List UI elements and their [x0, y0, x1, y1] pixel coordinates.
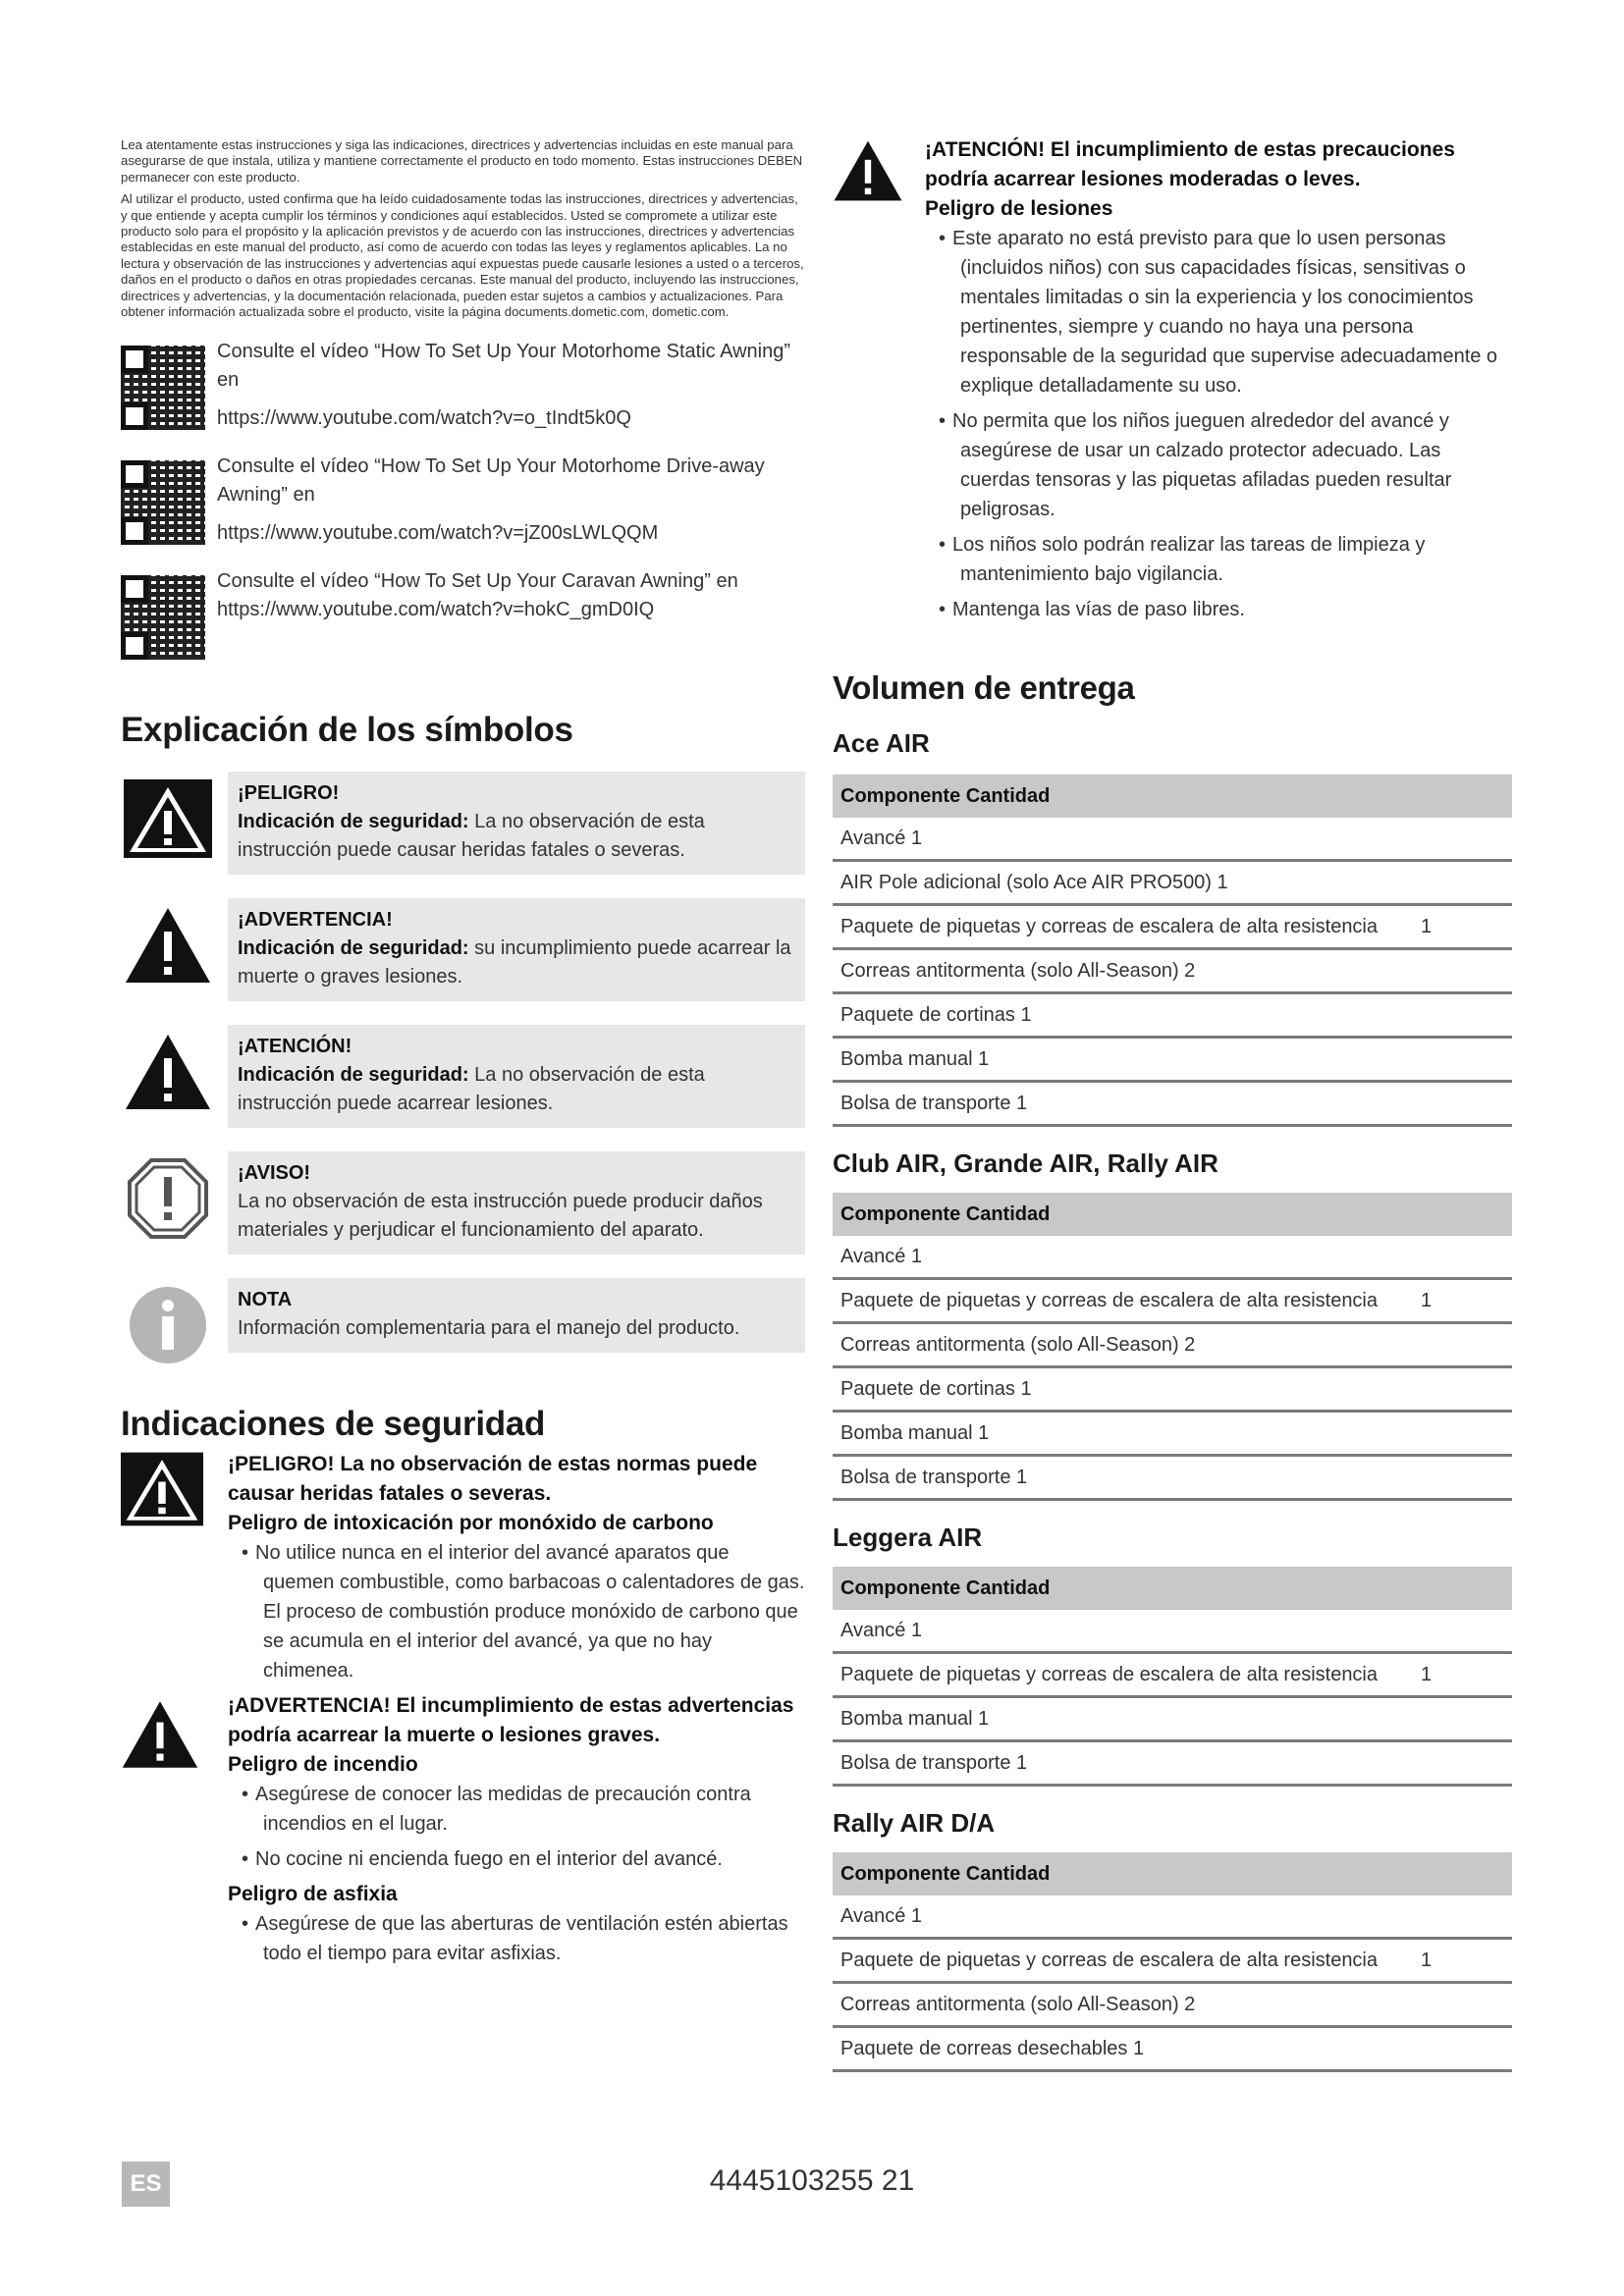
list-item: • Los niños solo podrán realizar las tareas de limpieza y mantenimiento bajo vigilancia. — [925, 530, 1512, 589]
video-list — [121, 338, 805, 660]
table-row — [833, 1412, 1512, 1456]
qty-cell — [1421, 1456, 1512, 1500]
safety-heading: Indicaciones de seguridad — [121, 1405, 546, 1444]
symbol-notice — [121, 1151, 805, 1255]
video-item — [121, 338, 805, 433]
symbol-title: ¡PELIGRO! — [238, 782, 340, 805]
table-header: Componente Cantidad — [833, 1567, 1512, 1610]
safety-subheading: Peligro de asfixia — [228, 1883, 398, 1906]
list-item: • No cocine ni encienda fuego en el interior del avancé. — [228, 1844, 805, 1874]
component-cell: Paquete de piquetas y correas de escalera de alta resistencia — [833, 1939, 1421, 1983]
safety-header: ¡ATENCIÓN! El incumplimiento de estas precauciones podría acarrear lesiones moderadas o leves. — [925, 138, 1455, 190]
component-cell: Bomba manual 1 — [833, 1697, 1421, 1741]
qty-cell — [1421, 1038, 1512, 1082]
list-item: • No permita que los niños jueguen alrededor del avancé y asegúrese de usar un calzado protector adecuado. Las cuerdas tensoras y las piquetas afiladas pueden resultar peligrosas. — [925, 406, 1512, 524]
safety-header: ¡ADVERTENCIA! El incumplimiento de estas advertencias podría acarrear la muerte o lesiones graves. — [228, 1694, 794, 1747]
table-row — [833, 1236, 1512, 1279]
qr-code-icon — [121, 575, 205, 660]
group-title: Rally AIR D/A — [833, 1808, 996, 1838]
group-title: Ace AIR — [833, 728, 930, 758]
warning-icon — [121, 898, 214, 991]
qty-cell — [1421, 1896, 1512, 1939]
table-row — [833, 1082, 1512, 1126]
parts-table — [833, 774, 1512, 1127]
component-cell: Paquete de piquetas y correas de escalera de alta resistencia — [833, 1653, 1421, 1697]
component-cell: Avancé 1 — [833, 1896, 1421, 1939]
delivery-heading: Volumen de entrega — [833, 669, 1135, 706]
table-row — [833, 1038, 1512, 1082]
symbol-danger — [121, 772, 805, 875]
symbol-text: La no observación de esta instrucción puede producir daños materiales y perjudicar el funcionamiento del aparato. — [238, 1191, 763, 1242]
component-cell: Avancé 1 — [833, 1236, 1421, 1279]
component-cell: Paquete de correas desechables 1 — [833, 2027, 1421, 2071]
component-cell: AIR Pole adicional (solo Ace AIR PRO500) 1 — [833, 861, 1421, 905]
safety-subheading: Peligro de intoxicación por monóxido de carbono — [228, 1512, 714, 1535]
qty-cell — [1421, 1983, 1512, 2027]
video-url[interactable]: https://www.youtube.com/watch?v=o_tIndt5k0Q — [217, 407, 631, 430]
video-text: Consulte el vídeo “How To Set Up Your Motorhome Static Awning” en — [217, 341, 791, 392]
safety-subheading: Peligro de lesiones — [925, 197, 1113, 220]
table-row — [833, 993, 1512, 1038]
component-cell: Correas antitormenta (solo All-Season) 2 — [833, 1983, 1421, 2027]
group-title: Club AIR, Grande AIR, Rally AIR — [833, 1148, 1218, 1178]
qty-cell: 1 — [1421, 1653, 1512, 1697]
qty-cell — [1421, 2027, 1512, 2071]
intro-paragraph-1: Lea atentamente estas instrucciones y siga las indicaciones, directrices y advertencias incluidas en este manual para asegurarse de que instala, utiliza y mantiene correctamente el producto en todo momento. Estas instrucciones DEBEN permanecer con este producto. — [121, 137, 803, 185]
video-text: Consulte el vídeo “How To Set Up Your Caravan Awning” en — [217, 570, 738, 593]
qty-cell: 1 — [1421, 905, 1512, 949]
component-cell: Avancé 1 — [833, 1610, 1421, 1653]
intro-paragraph-2: Al utilizar el producto, usted confirma que ha leído cuidadosamente todas las instrucciones, directrices y advertencias, y que entiende y acepta cumplir los términos y condiciones aquí establecidos. Usted se compromete a utilizar este producto solo para el propósito y la aplicación previstos y de acuerdo con las instrucciones, directrices y advertencias establecidas en este manual del producto, así como de acuerdo con todas las leyes y reglamentos aplicables. La no lectura y observación de las instrucciones y advertencias aquí expuestas puede causarle lesiones a usted o a terceros, daños en el producto o daños en otras propiedades cercanas. Este manual del producto, incluyendo las instrucciones, directrices y advertencias, y la documentación relacionada, pueden estar sujetos a cambios y actualizaciones. Para obtener información actualizada sobre el producto, visite la página documents.dometic.com, dometic.com. — [121, 191, 804, 320]
qty-cell: 1 — [1421, 1279, 1512, 1323]
symbol-warning — [121, 898, 805, 1001]
list-item: • Asegúrese de que las aberturas de ventilación estén abiertas todo el tiempo para evitar asfixias. — [228, 1909, 805, 1968]
info-icon — [121, 1278, 214, 1371]
symbols-heading: Explicación de los símbolos — [121, 711, 573, 750]
table-row — [833, 1323, 1512, 1367]
table-row — [833, 861, 1512, 905]
qty-cell — [1421, 1082, 1512, 1126]
table-row — [833, 905, 1512, 949]
table-row — [833, 1741, 1512, 1786]
qty-cell — [1421, 993, 1512, 1038]
table-row — [833, 1697, 1512, 1741]
list-item: • Este aparato no está previsto para que lo usen personas (incluidos niños) con sus capacidades físicas, sensitivas o mentales limitadas o sin la experiencia y los conocimientos pertinentes, siempre y cuando no haya una persona responsable de la seguridad que supervise adecuadamente o explique detalladamente su uso. — [925, 224, 1512, 400]
symbol-caution — [121, 1025, 805, 1128]
qty-cell — [1421, 1236, 1512, 1279]
parts-table — [833, 1852, 1512, 2072]
component-cell: Bolsa de transporte 1 — [833, 1741, 1421, 1786]
language-badge: ES — [122, 2162, 170, 2207]
table-header: Componente Cantidad — [833, 1852, 1512, 1896]
component-cell: Paquete de cortinas 1 — [833, 1367, 1421, 1412]
qty-cell — [1421, 949, 1512, 993]
table-row — [833, 1939, 1512, 1983]
table-row — [833, 1983, 1512, 2027]
component-cell: Paquete de piquetas y correas de escalera de alta resistencia — [833, 905, 1421, 949]
component-cell: Bomba manual 1 — [833, 1038, 1421, 1082]
component-cell: Paquete de cortinas 1 — [833, 993, 1421, 1038]
group-title: Leggera AIR — [833, 1522, 983, 1552]
video-url[interactable]: https://www.youtube.com/watch?v=jZ00sLWLQQM — [217, 522, 659, 545]
right-column — [833, 135, 1512, 2072]
safety-warning — [121, 1691, 805, 1974]
table-row — [833, 949, 1512, 993]
safety-danger — [121, 1450, 805, 1691]
symbol-label: Indicación de seguridad: — [238, 1064, 469, 1087]
symbol-title: NOTA — [238, 1289, 293, 1311]
symbol-text: La no observación de esta instrucción puede acarrear lesiones. — [238, 1064, 705, 1115]
component-cell: Paquete de piquetas y correas de escalera de alta resistencia — [833, 1279, 1421, 1323]
safety-subheading: Peligro de incendio — [228, 1753, 418, 1777]
intro-text — [121, 137, 805, 320]
video-url[interactable]: https://www.youtube.com/watch?v=hokC_gmD0IQ — [217, 599, 655, 621]
symbol-label: Indicación de seguridad: — [238, 811, 469, 833]
video-item — [121, 453, 805, 548]
qty-cell — [1421, 1323, 1512, 1367]
component-cell: Correas antitormenta (solo All-Season) 2 — [833, 1323, 1421, 1367]
safety-header: ¡PELIGRO! La no observación de estas normas puede causar heridas fatales o severas. — [228, 1453, 758, 1506]
video-text: Consulte el vídeo “How To Set Up Your Motorhome Drive-away Awning” en — [217, 455, 765, 507]
symbol-text: Información complementaria para el manejo del producto. — [238, 1317, 740, 1340]
component-cell: Bomba manual 1 — [833, 1412, 1421, 1456]
table-row — [833, 1610, 1512, 1653]
page-number: 4445103255 21 — [709, 2164, 915, 2197]
table-header: Componente Cantidad — [833, 1193, 1512, 1236]
qr-code-icon — [121, 346, 205, 430]
parts-table — [833, 1567, 1512, 1787]
list-item: • Mantenga las vías de paso libres. — [925, 595, 1512, 624]
table-row — [833, 1367, 1512, 1412]
caution-icon — [833, 135, 911, 211]
symbol-text: La no observación de esta instrucción puede causar heridas fatales o severas. — [238, 811, 705, 862]
component-cell: Avancé 1 — [833, 818, 1421, 861]
left-column — [121, 137, 805, 1974]
notice-octagon-icon — [121, 1151, 214, 1245]
qr-code-icon — [121, 460, 205, 545]
component-cell: Correas antitormenta (solo All-Season) 2 — [833, 949, 1421, 993]
table-row — [833, 1896, 1512, 1939]
list-item: • Asegúrese de conocer las medidas de precaución contra incendios en el lugar. — [228, 1780, 805, 1839]
parts-table — [833, 1193, 1512, 1501]
danger-icon — [121, 772, 214, 865]
qty-cell — [1421, 818, 1512, 861]
qty-cell — [1421, 1697, 1512, 1741]
qty-cell — [1421, 1741, 1512, 1786]
symbol-note — [121, 1278, 805, 1371]
qty-cell: 1 — [1421, 1939, 1512, 1983]
video-item — [121, 567, 805, 660]
qty-cell — [1421, 1610, 1512, 1653]
symbol-text: su incumplimiento puede acarrear la muerte o graves lesiones. — [238, 937, 791, 988]
table-row — [833, 2027, 1512, 2071]
symbol-title: ¡ATENCIÓN! — [238, 1036, 352, 1058]
table-row — [833, 1653, 1512, 1697]
symbol-title: ¡ADVERTENCIA! — [238, 909, 393, 932]
warning-icon — [121, 1691, 214, 1777]
table-row — [833, 1456, 1512, 1500]
qty-cell — [1421, 1412, 1512, 1456]
list-item: • No utilice nunca en el interior del avancé aparatos que quemen combustible, como barbacoas o calentadores de gas. El proceso de combustión produce monóxido de carbono que se acumula en el interior del avancé, ya que no hay chimenea. — [228, 1538, 805, 1685]
safety-caution — [833, 135, 1512, 630]
symbol-label: Indicación de seguridad: — [238, 937, 469, 960]
table-row — [833, 818, 1512, 861]
component-cell: Bolsa de transporte 1 — [833, 1082, 1421, 1126]
component-cell: Bolsa de transporte 1 — [833, 1456, 1421, 1500]
table-header: Componente Cantidad — [833, 774, 1512, 818]
symbol-title: ¡AVISO! — [238, 1162, 311, 1185]
caution-icon — [121, 1025, 214, 1118]
table-row — [833, 1279, 1512, 1323]
danger-icon — [121, 1450, 214, 1533]
qty-cell — [1421, 1367, 1512, 1412]
qty-cell — [1421, 861, 1512, 905]
